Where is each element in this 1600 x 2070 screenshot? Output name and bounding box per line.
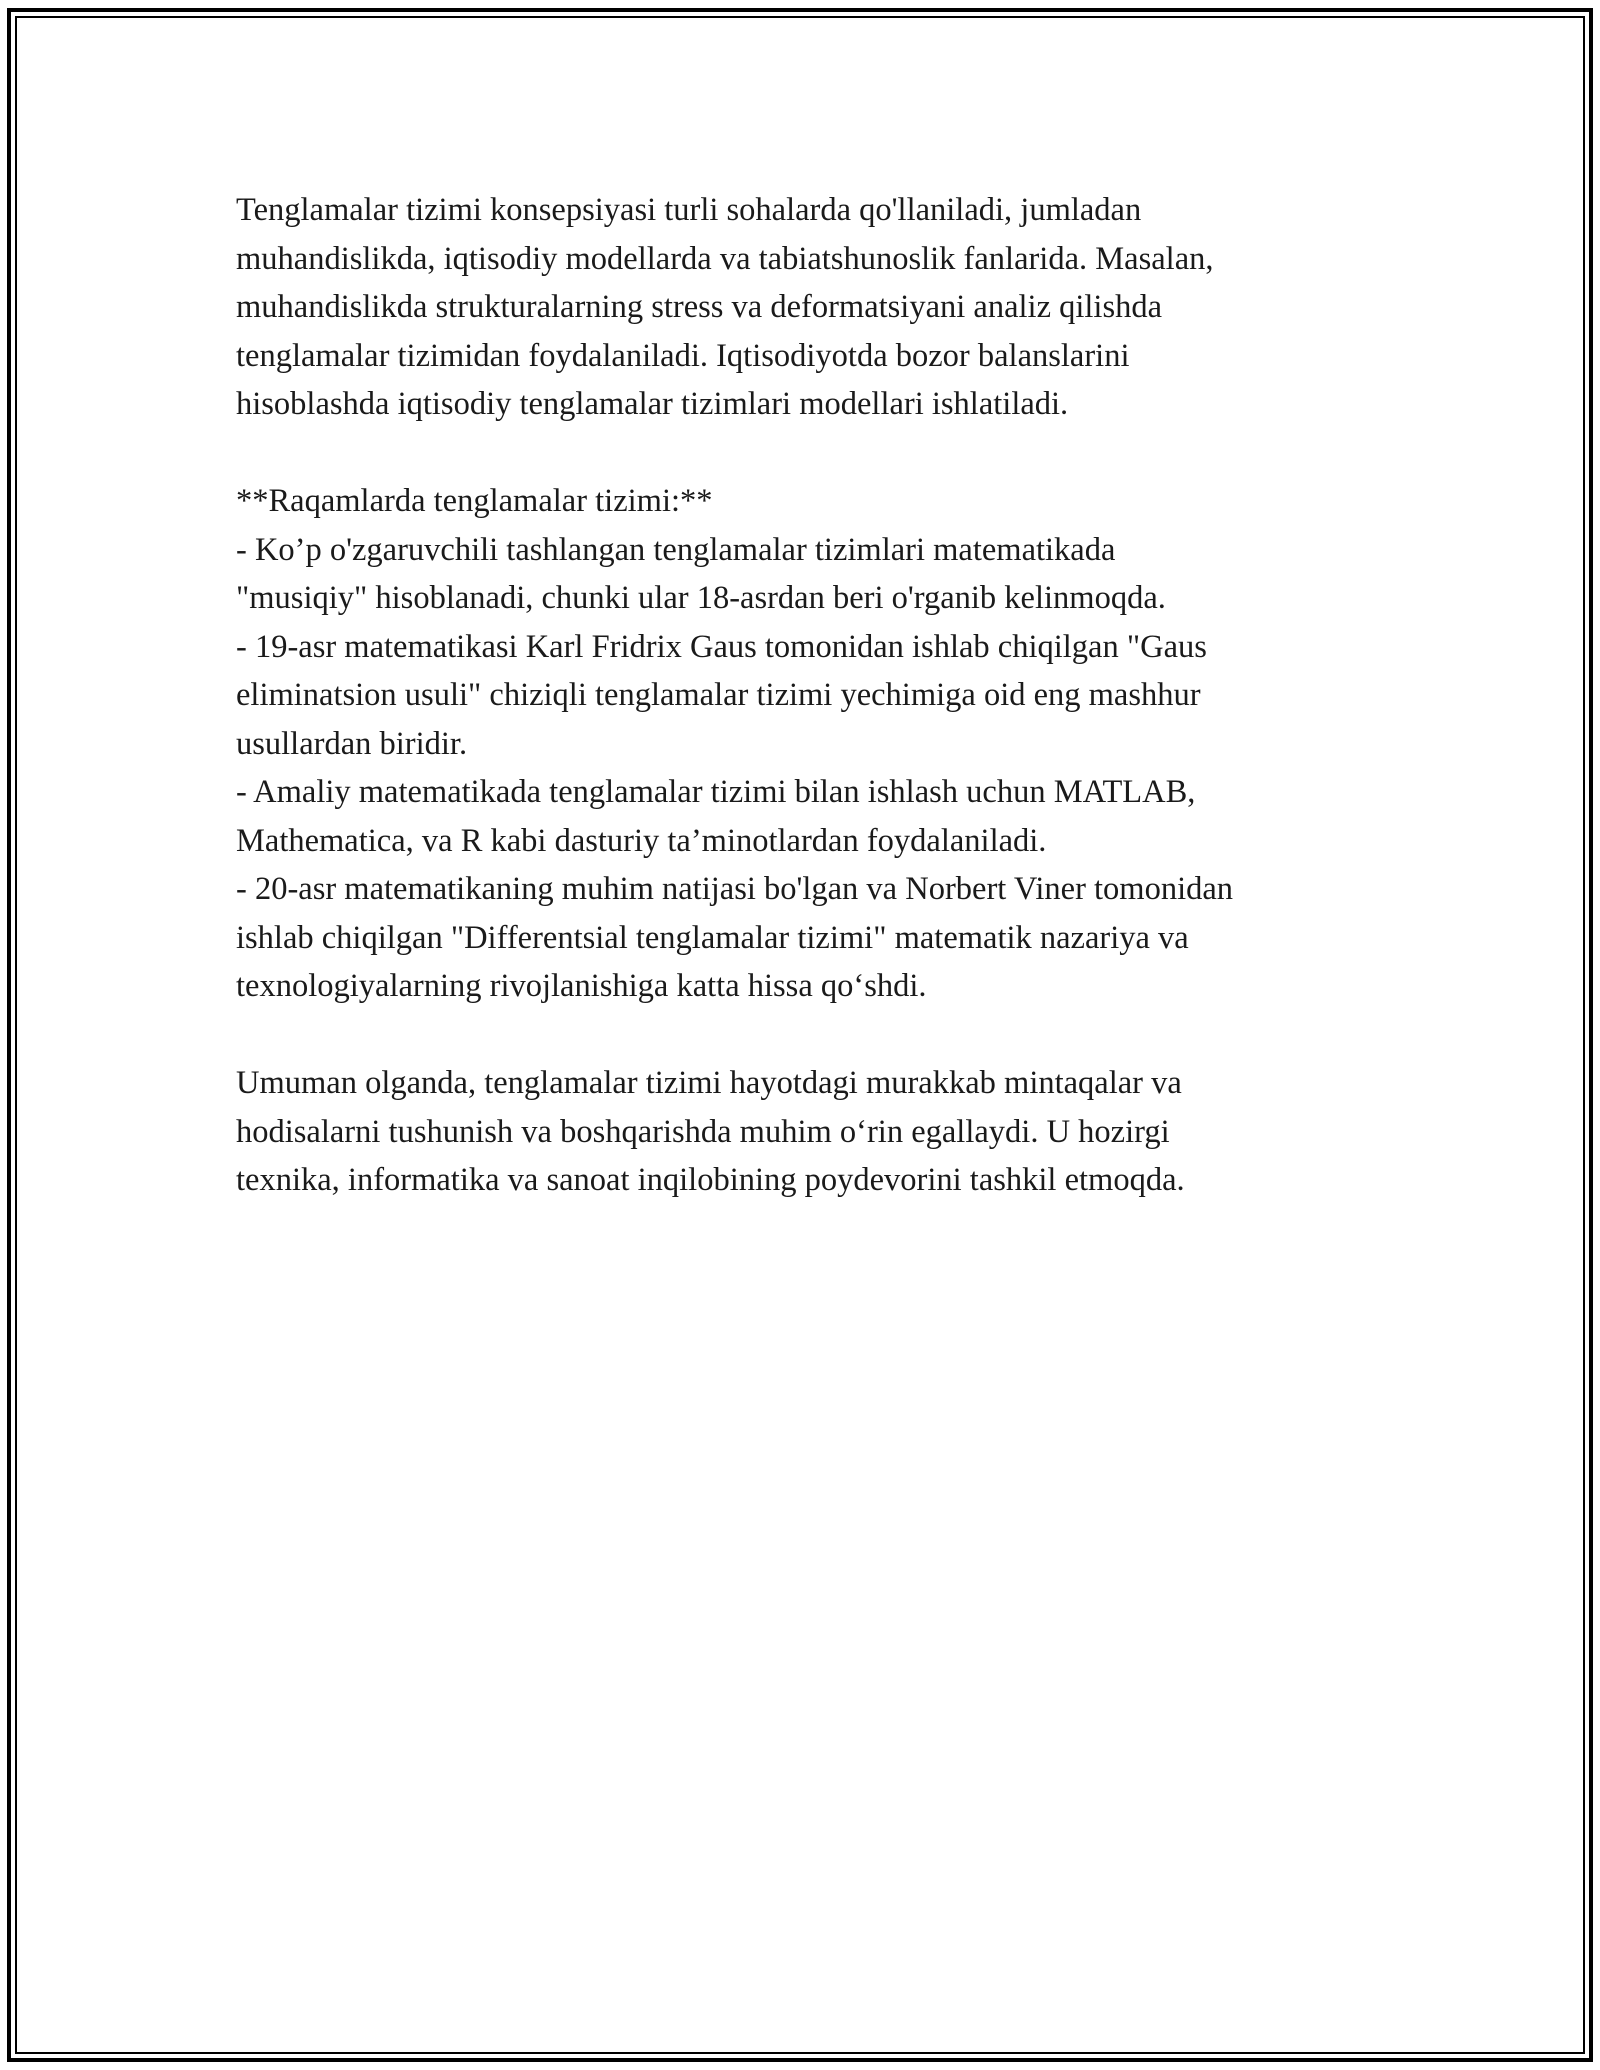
bullet-item-3: - Amaliy matematikada tenglamalar tizimi bilan ishlash uchun MATLAB, Mathematica, va R kabi dasturiy ta’minotlardan foydalaniladi. [236,774,1196,859]
bullet-item-4: - 20-asr matematikaning muhim natijasi bo'lgan va Norbert Viner tomonidan ishlab chiqilgan "Differentsial tenglamalar tizimi" matematik nazariya va texnologiyalarning rivojlanishiga katta hissa qo‘shdi. [236,871,1234,1004]
bullet-item-2: - 19-asr matematikasi Karl Fridrix Gaus tomonidan ishlab chiqilgan "Gaus eliminatsion usuli" chiziqli tenglamalar tizimi yechimiga oid eng mashhur usullardan biridir. [236,628,1207,762]
bullet-item-1: - Ko’p o'zgaruvchili tashlangan tenglamalar tizimlari matematikada "musiqiy" hisoblanadi, chunki ular 18-asrdan beri o'rganib kelinmoqda. [236,531,1166,616]
conclusion-paragraph: Umuman olganda, tenglamalar tizimi hayotdagi murakkab mintaqalar va hodisalarni tushunish va boshqarishda muhim o‘rin egallaydi. U hozirgi texnika, informatika va sanoat inqilobining poydevorini tashkil etmoqda. [236,1065,1185,1198]
section-heading: **Raqamlarda tenglamalar tizimi:** [236,483,713,519]
paragraph-spacer [236,429,1396,478]
paragraph-spacer [236,1011,1396,1060]
intro-paragraph: Tenglamalar tizimi konsepsiyasi turli sohalarda qo'llaniladi, jumladan muhandislikda, iqtisodiy modellarda va tabiatshunoslik fanlarida. Masalan, muhandislikda strukturalarning stress va deformatsiyani analiz qilishda tenglamalar tizimidan foydalaniladi. Iqtisodiyotda bozor balanslarini hisoblashda iqtisodiy tenglamalar tizimlari modellari ishlatiladi. [236,192,1214,422]
document-body [236,186,1396,1205]
